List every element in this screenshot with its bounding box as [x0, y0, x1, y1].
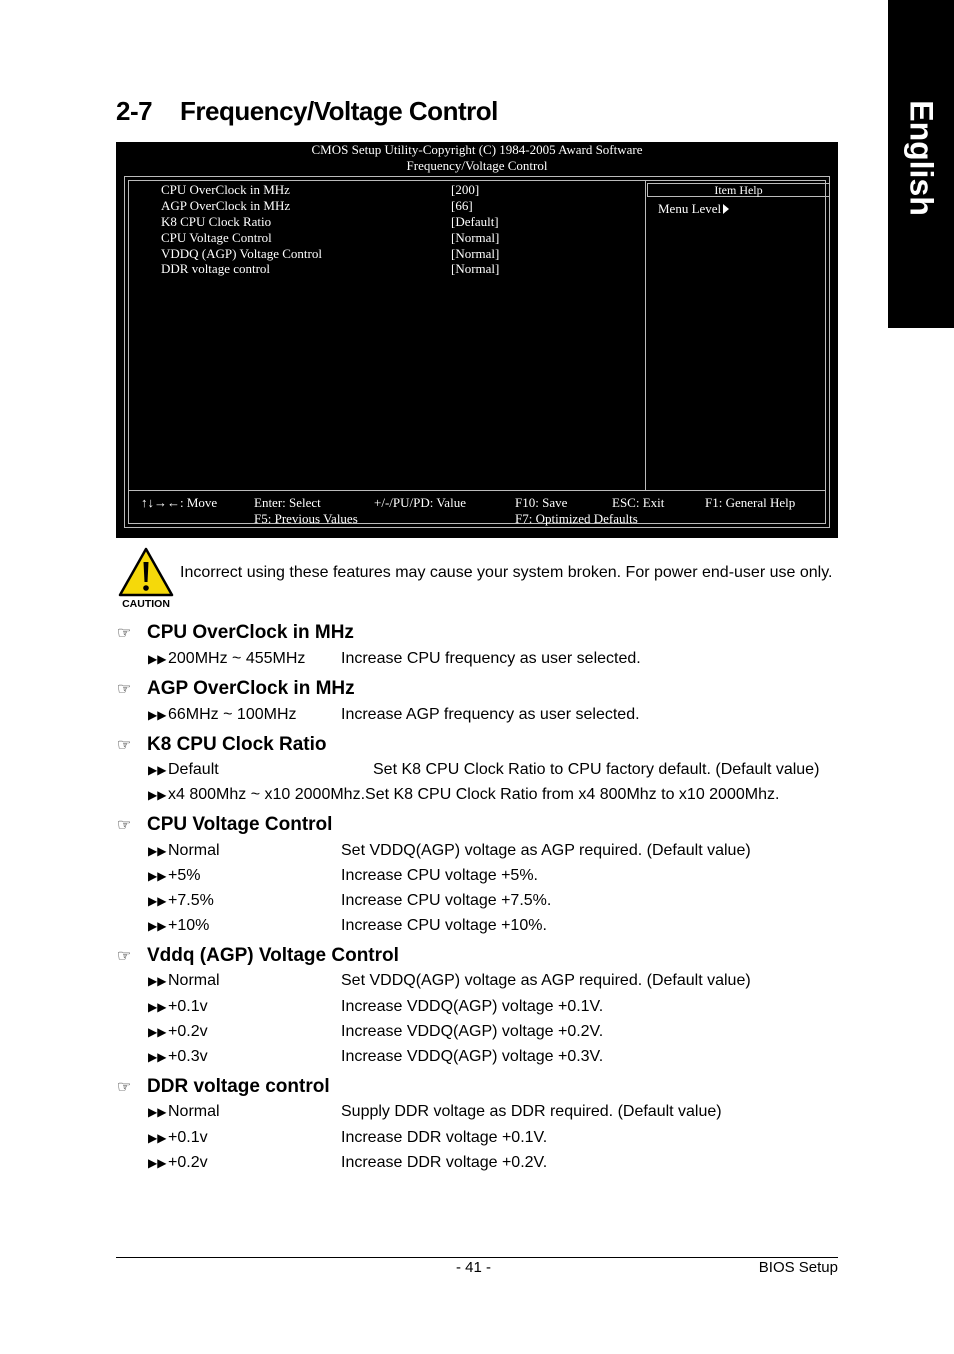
option-vddq-0-1 [148, 998, 208, 1016]
option-value: 200MHz ~ 455MHz [168, 650, 306, 667]
key-exit: ESC: Exit [612, 495, 665, 510]
option-ddr-0-2 [148, 1154, 208, 1172]
bios-item-cpu-overclock[interactable]: CPU OverClock in MHz [161, 182, 290, 197]
option-description: Increase VDDQ(AGP) voltage +0.1V. [341, 998, 604, 1015]
bios-value-cpu-overclock[interactable]: [200] [451, 182, 480, 197]
option-description: Increase CPU voltage +5%. [341, 867, 538, 884]
double-arrow-icon: ▶▶ [148, 1050, 167, 1064]
option-cpu-overclock-range [148, 650, 305, 668]
double-arrow-icon: ▶▶ [148, 844, 167, 858]
option-value: +0.3v [168, 1048, 208, 1065]
option-ddr-normal [148, 1103, 220, 1121]
double-arrow-icon: ▶▶ [148, 652, 167, 666]
option-value: +0.2v [168, 1154, 208, 1171]
bios-inner-frame [128, 180, 826, 524]
option-vddq-0-3 [148, 1048, 208, 1066]
double-arrow-icon: ▶▶ [148, 1025, 167, 1039]
double-arrow-icon: ▶▶ [148, 1000, 167, 1014]
bios-value-vddq-voltage[interactable]: [Normal] [451, 246, 500, 261]
section-k8-clock-ratio-title: K8 CPU Clock Ratio [147, 734, 327, 755]
section-ddr-voltage-title: DDR voltage control [147, 1076, 330, 1097]
option-value: x4 800Mhz ~ x10 2000Mhz. [168, 786, 366, 803]
option-value: +10% [168, 917, 210, 934]
language-tab-label: English [903, 100, 940, 216]
bios-item-cpu-voltage[interactable]: CPU Voltage Control [161, 230, 272, 245]
key-save: F10: Save [515, 495, 568, 510]
section-number: 2-7 [116, 96, 153, 126]
key-select: Enter: Select [254, 495, 321, 510]
double-arrow-icon: ▶▶ [148, 1131, 167, 1145]
double-arrow-icon: ▶▶ [148, 788, 167, 802]
pointing-hand-icon: ☞ [117, 737, 132, 754]
section-cpu-overclock [117, 622, 354, 644]
caution-icon [117, 546, 175, 610]
bios-copyright: CMOS Setup Utility-Copyright (C) 1984-2005 Award Software [311, 142, 643, 157]
double-arrow-icon: ▶▶ [148, 1105, 167, 1119]
bios-item-agp-overclock[interactable]: AGP OverClock in MHz [161, 198, 291, 213]
language-tab [888, 0, 954, 328]
bios-screenshot [116, 142, 838, 538]
bios-value-cpu-voltage[interactable]: [Normal] [451, 230, 500, 245]
option-value: Default [168, 761, 219, 778]
option-description: Set VDDQ(AGP) voltage as AGP required. (Default value) [341, 972, 751, 989]
option-description: Increase CPU frequency as user selected. [341, 650, 641, 667]
double-arrow-icon: ▶▶ [148, 869, 167, 883]
option-k8-default [148, 761, 219, 779]
option-description: Increase VDDQ(AGP) voltage +0.3V. [341, 1048, 604, 1065]
option-cpu-voltage-5 [148, 867, 200, 885]
bios-item-vddq-voltage[interactable]: VDDQ (AGP) Voltage Control [161, 246, 322, 261]
caution-label: CAUTION [122, 598, 170, 610]
option-value: +7.5% [168, 892, 214, 909]
option-description: Increase CPU voltage +7.5%. [341, 892, 552, 909]
menu-level-label: Menu Level [658, 201, 722, 216]
bios-subtitle: Frequency/Voltage Control [406, 158, 548, 173]
bios-item-ddr-voltage[interactable]: DDR voltage control [161, 261, 271, 276]
pointing-hand-icon: ☞ [117, 681, 132, 698]
option-value: Normal [168, 972, 220, 989]
option-cpu-voltage-10 [148, 917, 209, 935]
page-number: - 41 - [456, 1259, 492, 1276]
option-value: +0.1v [168, 998, 208, 1015]
option-description: Increase VDDQ(AGP) voltage +0.2V. [341, 1023, 604, 1040]
section-ddr-voltage [117, 1076, 330, 1098]
footer-label: BIOS Setup [758, 1259, 838, 1276]
section-cpu-voltage [117, 814, 332, 836]
option-value: +0.1v [168, 1129, 208, 1146]
double-arrow-icon: ▶▶ [148, 708, 167, 722]
option-value: +5% [168, 867, 201, 884]
section-agp-overclock-title: AGP OverClock in MHz [147, 678, 355, 699]
pointing-hand-icon: ☞ [117, 817, 132, 834]
key-help: F1: General Help [705, 495, 796, 510]
key-previous-values: F5: Previous Values [254, 511, 358, 526]
option-description: Increase DDR voltage +0.1V. [341, 1129, 548, 1146]
bios-frame [124, 176, 830, 528]
item-help-title: Item Help [647, 183, 830, 197]
option-ddr-0-1 [148, 1129, 208, 1147]
option-value: 66MHz ~ 100MHz [168, 706, 297, 723]
option-value: Normal [168, 1103, 220, 1120]
key-value: +/-/PU/PD: Value [374, 495, 466, 510]
option-vddq-normal [148, 972, 220, 990]
section-cpu-voltage-title: CPU Voltage Control [147, 814, 333, 835]
section-cpu-overclock-title: CPU OverClock in MHz [147, 622, 354, 643]
double-arrow-icon: ▶▶ [148, 763, 167, 777]
option-cpu-voltage-7-5 [148, 892, 214, 910]
pointing-hand-icon: ☞ [117, 625, 132, 642]
bios-value-agp-overclock[interactable]: [66] [451, 198, 473, 213]
bios-footer-divider [129, 490, 825, 491]
option-description: Supply DDR voltage as DDR required. (Default value) [341, 1103, 722, 1120]
section-vddq-voltage [117, 945, 399, 967]
key-move: ↑↓→←: Move [141, 495, 218, 510]
page-title [116, 96, 498, 127]
triangle-right-icon [723, 204, 729, 214]
section-k8-clock-ratio [117, 734, 326, 756]
option-description: Set VDDQ(AGP) voltage as AGP required. (Default value) [341, 842, 751, 859]
footer-divider [116, 1257, 838, 1258]
menu-level [658, 201, 729, 217]
section-title: Frequency/Voltage Control [180, 96, 498, 126]
option-value: +0.2v [168, 1023, 208, 1040]
section-agp-overclock [117, 678, 355, 700]
key-optimized-defaults: F7: Optimized Defaults [515, 511, 638, 526]
bios-value-ddr-voltage[interactable]: [Normal] [451, 261, 500, 276]
option-description: Set K8 CPU Clock Ratio to CPU factory default. (Default value) [373, 761, 820, 778]
option-vddq-0-2 [148, 1023, 208, 1041]
double-arrow-icon: ▶▶ [148, 894, 167, 908]
bios-value-k8-clock-ratio[interactable]: [Default] [451, 214, 499, 229]
pointing-hand-icon: ☞ [117, 1079, 132, 1096]
option-k8-range [148, 786, 779, 804]
option-description: Increase CPU voltage +10%. [341, 917, 547, 934]
double-arrow-icon: ▶▶ [148, 1156, 167, 1170]
section-vddq-voltage-title: Vddq (AGP) Voltage Control [147, 945, 399, 966]
option-description: Increase DDR voltage +0.2V. [341, 1154, 548, 1171]
option-value: Normal [168, 842, 220, 859]
caution-text: Incorrect using these features may cause your system broken. For power end-user use only. [180, 564, 833, 581]
option-cpu-voltage-normal [148, 842, 220, 860]
pointing-hand-icon: ☞ [117, 948, 132, 965]
double-arrow-icon: ▶▶ [148, 919, 167, 933]
double-arrow-icon: ▶▶ [148, 974, 167, 988]
bios-column-divider [645, 181, 646, 490]
bios-item-k8-clock-ratio[interactable]: K8 CPU Clock Ratio [161, 214, 272, 229]
option-agp-overclock-range [148, 706, 297, 724]
option-description: Set K8 CPU Clock Ratio from x4 800Mhz to x10 2000Mhz. [365, 786, 780, 803]
option-description: Increase AGP frequency as user selected. [341, 706, 640, 723]
